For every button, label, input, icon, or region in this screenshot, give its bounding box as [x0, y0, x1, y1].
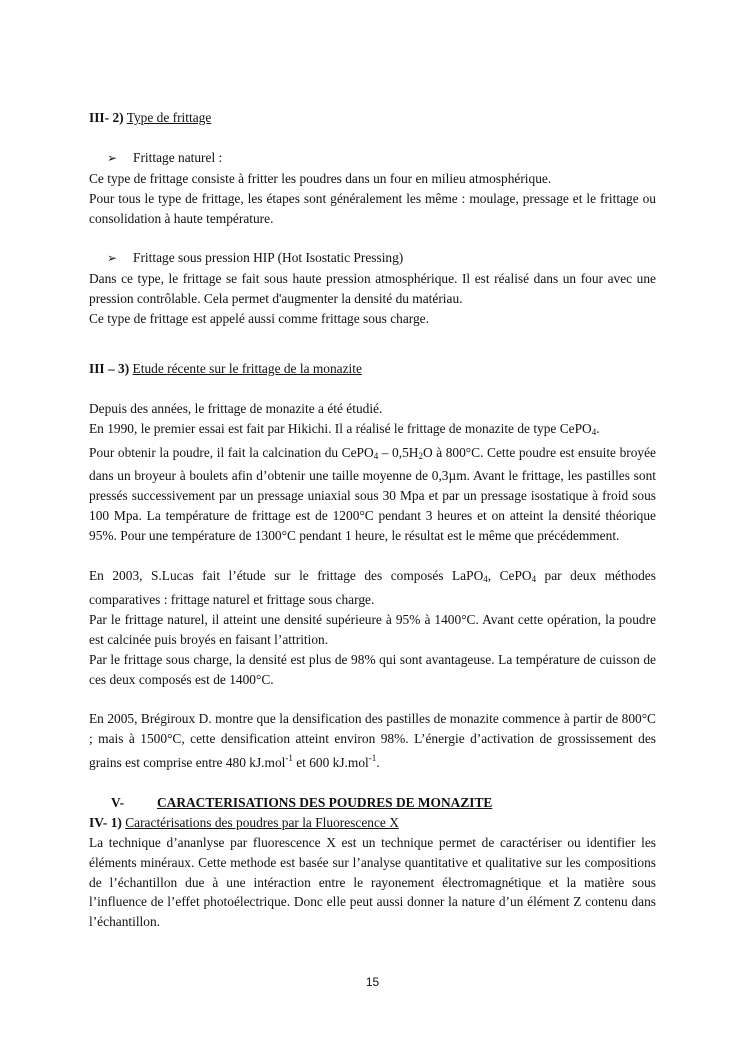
arrow-bullet-icon: ➢ [107, 251, 118, 266]
paragraph [89, 443, 656, 547]
bullet-item [89, 248, 656, 269]
section-title: Caractérisations des poudres par la Fluorescence X [125, 814, 399, 830]
text-run: – 0,5H [378, 444, 419, 460]
text-run: O à 800°C. Cette poudre est ensuite broyée dans un broyeur à boulets afin d’obtenir une taille moyenne de 0,3µm. Avant le frittage, les pastilles sont pressés successivement par un pressage uniaxial sous 30 Mpa et par un pressage isostatique à froid sous 100 Mpa. La température de frittage est de 1200°C pendant 3 heures et on atteint la densité théorique 95%. Pour une température de 1300°C pendant 1 heure, le résultat est le même que précédemment. [89, 444, 656, 544]
bullet-text: Frittage sous pression HIP (Hot Isostatic Pressing) [133, 250, 404, 266]
subscript: 4 [531, 573, 537, 584]
section-number: III- 2) [89, 110, 124, 125]
text-run: En 2005, Brégiroux D. montre que la densification des pastilles de monazite commence à partir de 800°C ; mais à 1500°C, cette densification atteint environ 98%. L’énergie d’activation de grossissement des grains est comprise entre 480 kJ.mol [89, 711, 656, 771]
section-number: III – 3) [89, 360, 130, 376]
chapter-title: CARACTERISATIONS DES POUDRES DE MONAZITE [157, 794, 493, 810]
bullet-item [89, 148, 656, 169]
chapter-number: V- [111, 794, 125, 810]
subscript: 4 [483, 573, 488, 584]
text-run: par deux méthodes comparatives : frittage naturel et frittage sous charge. [89, 567, 656, 607]
subscript: 4 [373, 450, 379, 461]
paragraph: Par le frittage naturel, il atteint une densité supérieure à 95% à 1400°C. Avant cette opération, la poudre est calcinée puis broyés en faisant l’attrition. [89, 611, 656, 647]
section-title: Etude récente sur le frittage de la monazite [132, 360, 362, 376]
paragraph: Ce type de frittage est appelé aussi comme frittage sous charge. [89, 311, 429, 327]
paragraph [89, 566, 656, 610]
document-page [89, 108, 656, 932]
text-run: . [596, 420, 600, 436]
subscript: 4 [591, 426, 597, 437]
bullet-text: Frittage naturel : [133, 149, 223, 165]
text-run: En 2003, S.Lucas fait l’étude sur le frittage des composés LaPO [89, 567, 484, 583]
text-run: Pour obtenir la poudre, il fait la calcination du CePO [89, 444, 374, 460]
section-heading [89, 359, 656, 379]
subscript: 2 [418, 450, 423, 461]
arrow-bullet-icon: ➢ [107, 150, 118, 165]
paragraph: Ce type de frittage consiste à fritter les poudres dans un four en milieu atmosphérique. [89, 170, 552, 186]
paragraph: Depuis des années, le frittage de monazite a été étudié. [89, 400, 383, 416]
text-run: , CePO [487, 567, 532, 583]
section-number: IV- 1) [89, 814, 122, 830]
paragraph [89, 709, 656, 773]
paragraph [89, 419, 656, 443]
text-run: . [376, 755, 380, 771]
paragraph: Pour tous le type de frittage, les étapes sont généralement les même : moulage, pressage et le frittage ou consolidation à haute température. [89, 190, 656, 226]
section-heading [89, 813, 656, 833]
superscript: -1 [285, 753, 293, 764]
text-run: et 600 kJ.mol [292, 755, 369, 771]
section-title: Type de frittage [126, 110, 212, 125]
page-number: 15 [365, 975, 380, 989]
superscript: -1 [368, 753, 377, 764]
paragraph: Dans ce type, le frittage se fait sous haute pression atmosphérique. Il est réalisé dans un four avec une pression contrôlable. Cela permet d'augmenter la densité du matériau. [89, 271, 656, 307]
text-run: En 1990, le premier essai est fait par Hikichi. Il a réalisé le frittage de monazite de type CePO [89, 420, 592, 436]
paragraph: La technique d’ananlyse par fluorescence X est un technique permet de caractériser ou identifier les éléments minéraux. Cette methode est basée sur l’analyse quantitative et qualitative sur les compositions de l’échantillon due à une intéraction entre le rayonement électromagnétique et la matière sous l’influence de l’effet photoélectrique. Donc elle peut aussi donner la nature d’un élément Z contenu dans l’échantillon. [89, 834, 656, 930]
paragraph: Par le frittage sous charge, la densité est plus de 98% qui sont avantageuse. La température de cuisson de ces deux composés est de 1400°C. [89, 651, 656, 687]
chapter-heading [89, 793, 656, 813]
section-heading [89, 108, 656, 128]
